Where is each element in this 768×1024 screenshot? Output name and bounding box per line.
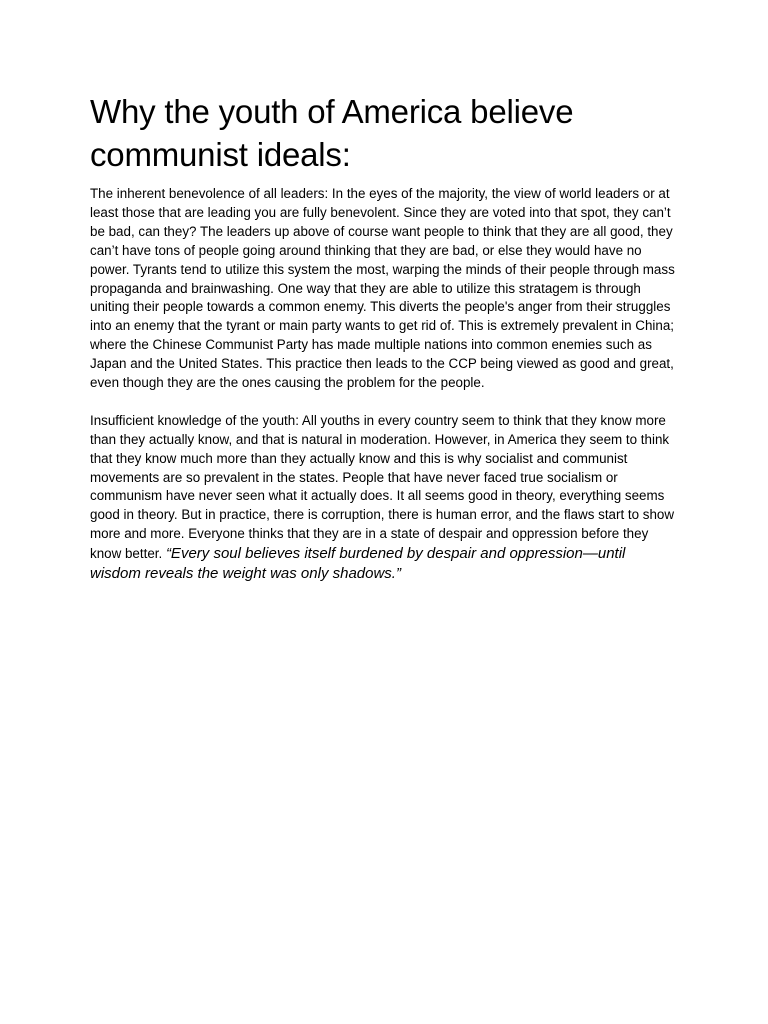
paragraph-youth-knowledge (90, 412, 678, 584)
document-page (90, 90, 678, 584)
paragraph-youth-knowledge-text: Insufficient knowledge of the youth: All youths in every country seem to think that they know more than they actually know, and that is natural in moderation. However, in America they seem to think that they know much more than they actually know and this is why socialist and communist movements are so prevalent in the states. People that have never faced true socialism or communism have never seen what it actually does. It all seems good in theory, everything seems good in theory. But in practice, there is corruption, there is human error, and the flaws start to show more and more. Everyone thinks that they are in a state of despair and oppression before they know better. (90, 412, 675, 562)
paragraph-leaders-benevolence: The inherent benevolence of all leaders: In the eyes of the majority, the view of world leaders or at least those that are leading you are fully benevolent. Since they are voted into that spot, they can’t be bad, can they? The leaders up above of course want people to think that they are all good, they can’t have tons of people going around thinking that they are bad, or else they would have no power. Tyrants tend to utilize this system the most, warping the minds of their people through mass propaganda and brainwashing. One way that they are able to utilize this stratagem is through uniting their people towards a common enemy. This diverts the people's anger from their struggles into an enemy that the tyrant or main party wants to get rid of. This is extremely prevalent in China; where the Chinese Communist Party has made multiple nations into common enemies such as Japan and the United States. This practice then leads to the CCP being viewed as good and great, even though they are the ones causing the problem for the people. (90, 186, 675, 391)
italic-quote: “Every soul believes itself burdened by despair and oppression—until wisdom reveals the weight was only shadows.” (90, 545, 626, 583)
document-title: Why the youth of America believe communist ideals: (90, 93, 574, 173)
